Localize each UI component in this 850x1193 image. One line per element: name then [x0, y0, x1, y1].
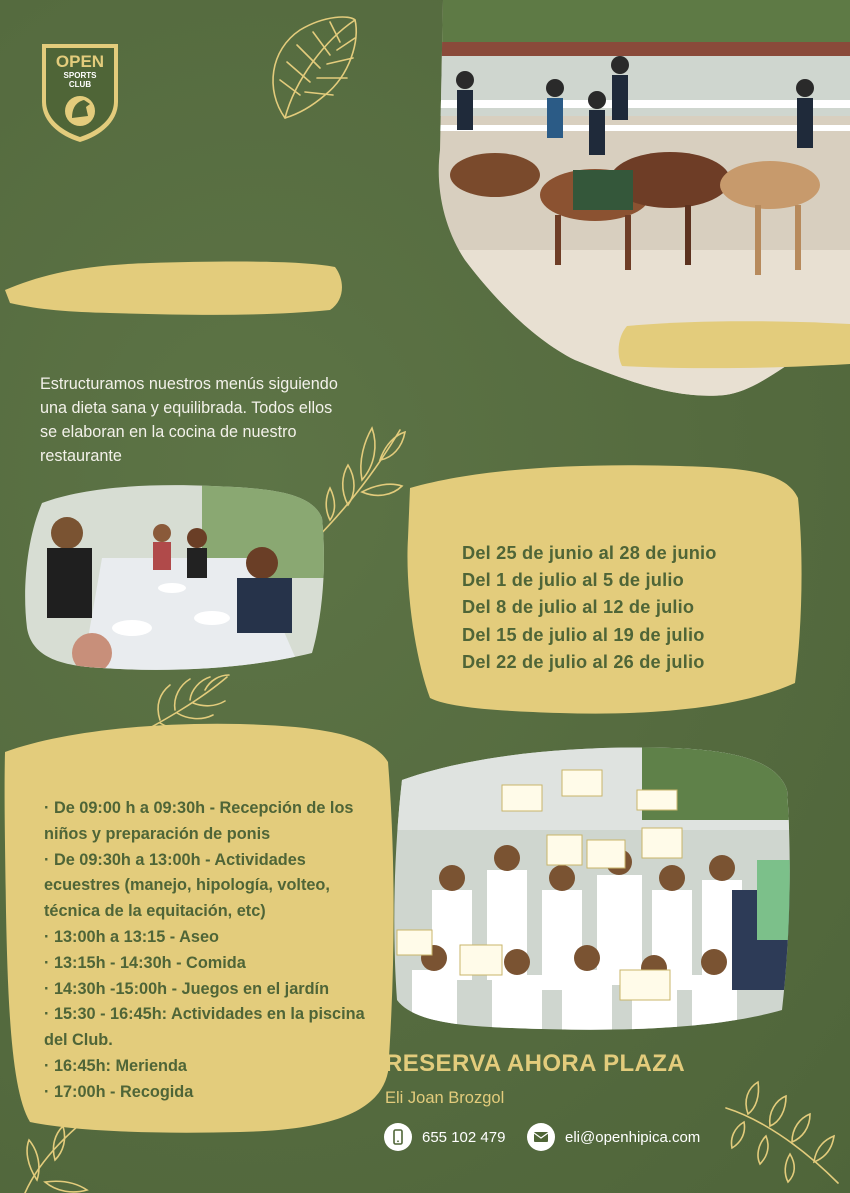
contact-name: Eli Joan Brozgol — [385, 1089, 505, 1107]
phone-number[interactable]: 655 102 479 — [422, 1128, 506, 1146]
date-range: Del 8 de julio al 12 de julio — [462, 597, 695, 618]
schedule-item: · 13:15h - 14:30h - Comida — [44, 953, 246, 972]
date-range: Del 22 de julio al 26 de julio — [462, 651, 705, 672]
schedule-list — [44, 796, 374, 1106]
leaf-decoration-top — [255, 0, 365, 125]
logo-line2: SPORTS — [63, 71, 97, 80]
brush-stroke-1 — [0, 255, 350, 320]
schedule-item: · 13:00h a 13:15 - Aseo — [44, 927, 219, 946]
email-contact[interactable] — [527, 1123, 700, 1151]
intro-text: Estructuramos nuestros menús siguiendo una dieta sana y equilibrada. Todos ellos se elaboran en la cocina de nuestro restaurante — [40, 375, 338, 465]
email-address[interactable]: eli@openhipica.com — [565, 1128, 701, 1146]
schedule-item: · 16:45h: Merienda — [44, 1056, 187, 1075]
logo-line3: CLUB — [68, 80, 92, 89]
envelope-icon — [527, 1123, 555, 1151]
date-range: Del 1 de julio al 5 de julio — [462, 570, 684, 591]
kids-photo — [392, 740, 792, 1032]
leaf-decoration-bottom-left — [15, 1110, 105, 1193]
schedule-item: · 14:30h -15:00h - Juegos en el jardín — [44, 979, 330, 998]
leaf-decoration-bottom-right — [718, 1078, 846, 1190]
lunch-photo — [22, 478, 327, 673]
club-logo — [38, 40, 122, 144]
logo-line1: OPEN — [55, 52, 105, 71]
brush-stroke-2 — [612, 316, 850, 372]
phone-icon — [384, 1123, 412, 1151]
schedule-item: · 15:30 - 16:45h: Actividades en la piscina del Club. — [44, 1005, 365, 1050]
schedule-item: · De 09:30h a 13:00h - Actividades ecuestres (manejo, hipología, volteo, técnica de la equitación, etc) — [44, 850, 330, 921]
schedule-item: · 17:00h - Recogida — [44, 1082, 194, 1101]
date-range: Del 15 de julio al 19 de julio — [462, 624, 705, 645]
phone-contact[interactable] — [384, 1123, 505, 1151]
cta-title: RESERVA AHORA PLAZA — [385, 1050, 686, 1077]
dates-list — [462, 540, 782, 676]
schedule-item: · De 09:00 h a 09:30h - Recepción de los niños y preparación de ponis — [44, 799, 354, 843]
date-range: Del 25 de junio al 28 de junio — [462, 543, 717, 563]
